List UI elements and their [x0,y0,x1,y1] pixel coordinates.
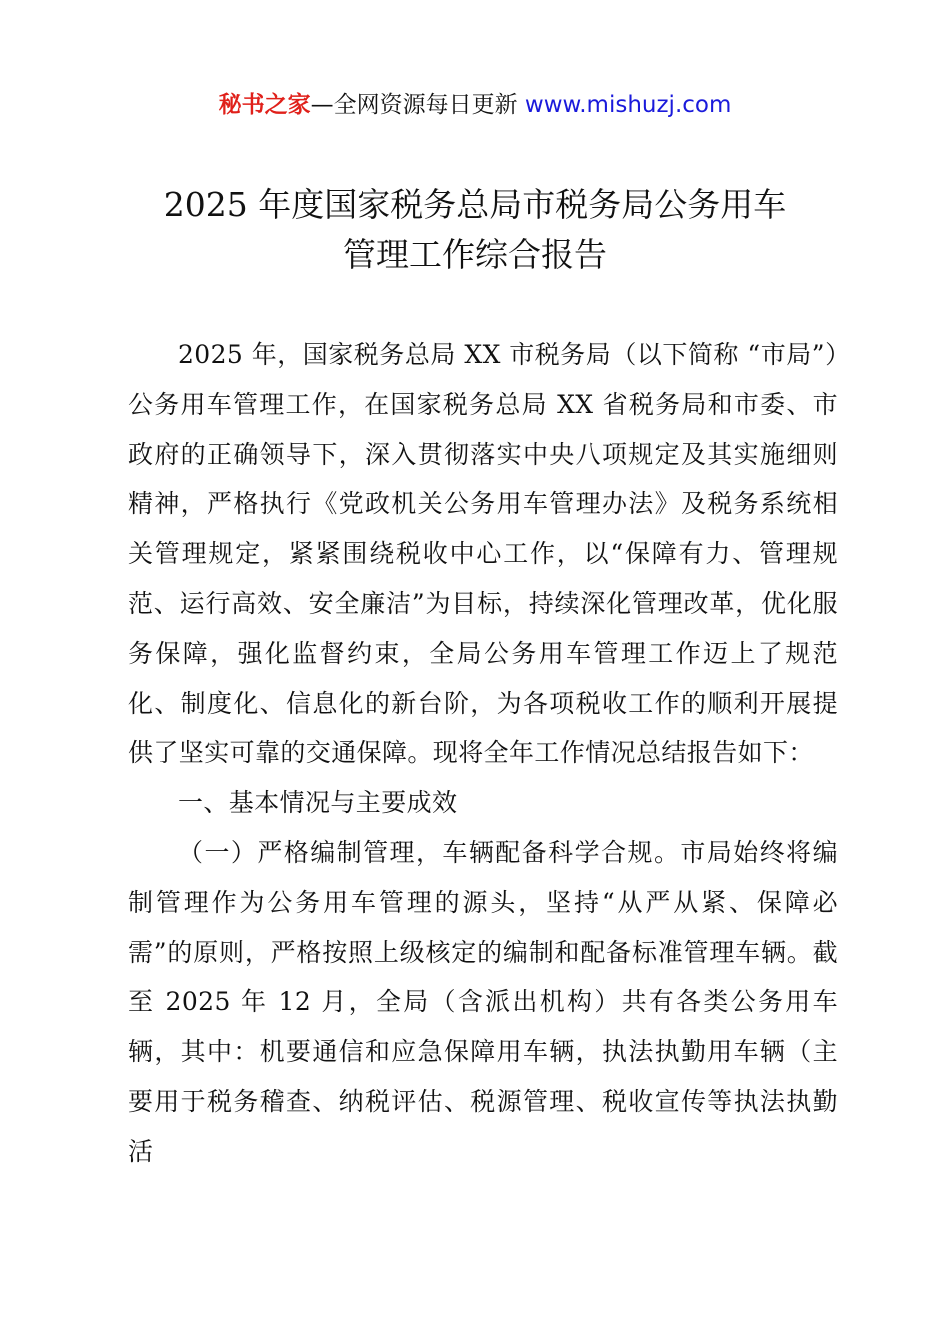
document-body [128,330,838,1177]
subsection-paragraph: （一）严格编制管理，车辆配备科学合规。市局始终将编制管理作为公务用车管理的源头，坚持“从严从紧、保障必需”的原则，严格按照上级核定的编制和配备标准管理车辆。截至 2025 年 12 月，全局（含派出机构）共有各类公务用车辆，其中：机要通信和应急保障用车辆，执法执勤用车辆（主要用于税务稽查、纳税评估、税源管理、税收宣传等执法执勤活 [128,837,838,1166]
site-header [0,88,950,122]
section-heading: 一、基本情况与主要成效 [178,788,458,818]
brand-name: 秘书之家 [218,92,311,118]
site-url-link[interactable]: www.mishuzj.com [524,92,732,118]
document-title [60,180,890,280]
site-slogan: —全网资源每日更新 [310,92,525,118]
title-line-2: 管理工作综合报告 [343,235,607,274]
title-line-1: 2025 年度国家税务总局市税务局公务用车 [163,185,787,224]
intro-paragraph: 2025 年，国家税务总局 XX 市税务局（以下简称 “市局”）公务用车管理工作，在国家税务总局 XX 省税务局和市委、市政府的正确领导下，深入贯彻落实中央八项规定及其实施细则精神，严格执行《党政机关公务用车管理办法》及税务系统相关管理规定，紧紧围绕税收中心工作，以“保障有力、管理规范、运行高效、安全廉洁”为目标，持续深化管理改革，优化服务保障，强化监督约束，全局公务用车管理工作迈上了规范化、制度化、信息化的新台阶，为各项税收工作的顺利开展提供了坚实可靠的交通保障。现将全年工作情况总结报告如下： [128,340,838,768]
